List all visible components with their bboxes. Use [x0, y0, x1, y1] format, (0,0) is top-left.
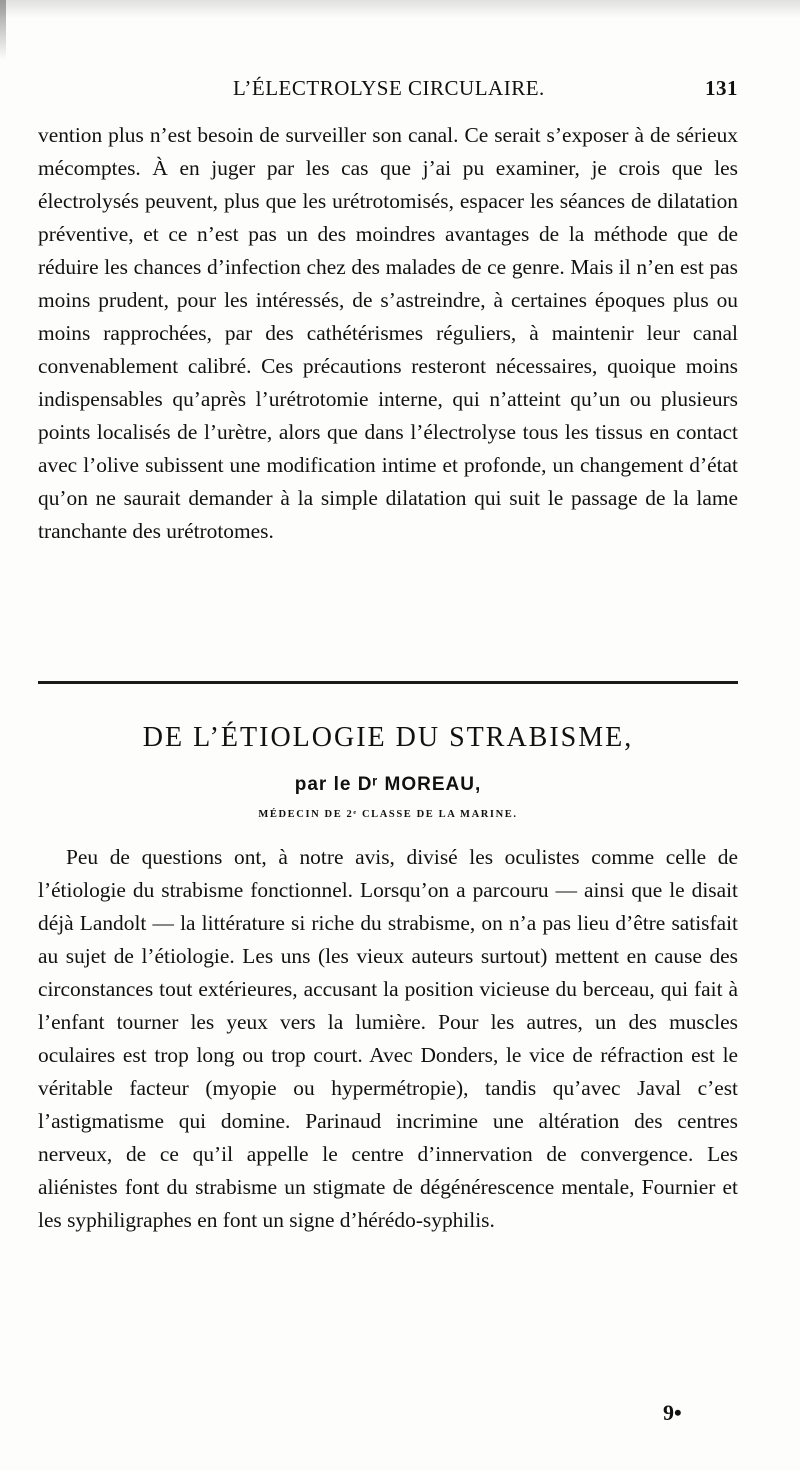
scan-shadow-top: [0, 0, 800, 18]
article-paragraph: Peu de questions ont, à notre avis, divisé les oculistes comme celle de l’étiologie du strabisme fonctionnel. Lorsqu’on a parcouru — ainsi que le disait déjà Landolt — la littérature si riche du strabisme, on n’a pas lieu d’être satisfait au sujet de l’étiologie. Les uns (les vieux auteurs surtout) mettent en cause des circonstances tout extérieures, accusant la position vicieuse du berceau, qui fait à l’enfant tourner les yeux vers la lumière. Pour les autres, un des muscles oculaires est trop long ou trop court. Avec Donders, le vice de réfraction est le véritable facteur (myopie ou hypermétropie), tandis qu’avec Javal c’est l’astigmatisme qui domine. Parinaud incrimine une altération des centres nerveux, de ce qu’il appelle le centre d’innervation de convergence. Les aliénistes font du strabisme un stigmate de dégénérescence mentale, Fournier et les syphiligraphes en font un signe d’hérédo-syphilis.: [38, 845, 738, 1232]
page-number: 131: [705, 76, 738, 100]
article-author: par le Dʳ MOREAU,: [294, 774, 482, 795]
section-divider: [38, 681, 738, 684]
scan-shadow-left: [0, 0, 6, 60]
running-title: L’ÉLECTROLYSE CIRCULAIRE.: [233, 76, 545, 100]
paragraph-continued: vention plus n’est besoin de surveiller son canal. Ce serait s’exposer à de sérieux mécomptes. À en juger par les cas que j’ai pu examiner, je crois que les électrolysés peuvent, plus que les urétrotomisés, espacer les séances de dilatation préventive, et ce n’est pas un des moindres avantages de la méthode que de réduire les chances d’infection chez des malades de ce genre. Mais il n’en est pas moins prudent, pour les intéressés, de s’astreindre, à certaines époques plus ou moins rapprochées, par des cathétérismes réguliers, à maintenir leur canal convenablement calibré. Ces précautions resteront nécessaires, quoique moins indispensables qu’après l’urétrotomie interne, qui n’atteint qu’un ou plusieurs points localisés de l’urètre, alors que dans l’électrolyse tous les tissus en contact avec l’olive subissent une modification intime et profonde, un changement d’état qu’on ne saurait demander à la simple dilatation qui suit le passage de la lame tranchante des urétrotomes.: [38, 123, 738, 543]
running-header: [38, 76, 738, 108]
printer-signature-mark: 9•: [663, 1400, 682, 1425]
article-title: DE L’ÉTIOLOGIE DU STRABISME,: [142, 722, 634, 753]
article-affiliation: MÉDECIN DE 2ᵉ CLASSE DE LA MARINE.: [258, 809, 518, 820]
